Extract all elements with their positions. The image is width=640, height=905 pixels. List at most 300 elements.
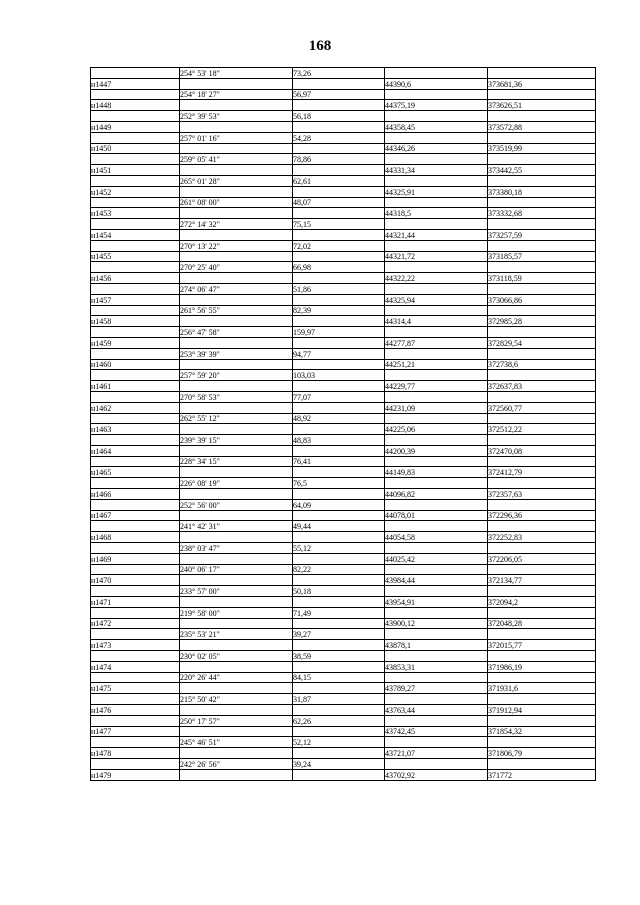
coordinate-x-cell: 44200,39 xyxy=(385,445,488,456)
coordinate-x-cell xyxy=(385,759,488,770)
segment-length-cell xyxy=(293,316,385,327)
segment-length-cell: 52,12 xyxy=(293,737,385,748)
coordinate-y-cell: 372412,79 xyxy=(488,467,596,478)
table-row xyxy=(91,273,596,284)
coordinate-x-cell xyxy=(385,586,488,597)
direction-angle-cell xyxy=(180,705,293,716)
point-name-cell: н1453 xyxy=(91,208,180,219)
direction-angle-cell xyxy=(180,143,293,154)
segment-length-cell: 56,18 xyxy=(293,111,385,122)
point-name-cell: н1447 xyxy=(91,78,180,89)
point-name-cell: н1477 xyxy=(91,726,180,737)
table-row xyxy=(91,402,596,413)
table-row xyxy=(91,381,596,392)
point-name-cell: н1479 xyxy=(91,769,180,780)
table-row xyxy=(91,456,596,467)
table-row xyxy=(91,197,596,208)
coordinate-y-cell xyxy=(488,759,596,770)
coordinate-x-cell: 44321,44 xyxy=(385,229,488,240)
segment-length-cell: 66,98 xyxy=(293,262,385,273)
direction-angle-cell: 233° 57' 00" xyxy=(180,586,293,597)
table-row xyxy=(91,694,596,705)
point-name-cell: н1476 xyxy=(91,705,180,716)
segment-length-cell: 159,97 xyxy=(293,327,385,338)
coordinate-y-cell: 371986,19 xyxy=(488,661,596,672)
segment-length-cell xyxy=(293,748,385,759)
table-row xyxy=(91,651,596,662)
coordinate-x-cell xyxy=(385,197,488,208)
coordinate-x-cell xyxy=(385,694,488,705)
point-name-cell xyxy=(91,175,180,186)
coordinate-y-cell xyxy=(488,154,596,165)
coordinate-y-cell: 372015,77 xyxy=(488,640,596,651)
segment-length-cell: 71,49 xyxy=(293,607,385,618)
segment-length-cell: 39,27 xyxy=(293,629,385,640)
table-row xyxy=(91,143,596,154)
coordinate-x-cell: 44225,06 xyxy=(385,424,488,435)
coordinate-x-cell xyxy=(385,499,488,510)
coordinate-y-cell xyxy=(488,327,596,338)
segment-length-cell: 78,86 xyxy=(293,154,385,165)
coordinate-x-cell xyxy=(385,132,488,143)
direction-angle-cell: 270° 25' 40" xyxy=(180,262,293,273)
point-name-cell: н1466 xyxy=(91,489,180,500)
table-row xyxy=(91,769,596,780)
point-name-cell xyxy=(91,521,180,532)
point-name-cell: н1451 xyxy=(91,165,180,176)
point-name-cell xyxy=(91,89,180,100)
coordinate-y-cell xyxy=(488,111,596,122)
coordinate-x-cell: 44229,77 xyxy=(385,381,488,392)
coordinate-x-cell: 43763,44 xyxy=(385,705,488,716)
segment-length-cell xyxy=(293,640,385,651)
coordinate-y-cell xyxy=(488,219,596,230)
direction-angle-cell xyxy=(180,683,293,694)
point-name-cell xyxy=(91,435,180,446)
table-row xyxy=(91,337,596,348)
coordinate-y-cell: 372296,36 xyxy=(488,510,596,521)
table-row xyxy=(91,597,596,608)
coordinate-x-cell: 44358,45 xyxy=(385,121,488,132)
coordinate-y-cell xyxy=(488,413,596,424)
direction-angle-cell xyxy=(180,402,293,413)
coordinate-x-cell xyxy=(385,68,488,79)
coordinate-x-cell: 44346,26 xyxy=(385,143,488,154)
point-name-cell xyxy=(91,197,180,208)
coordinate-y-cell xyxy=(488,543,596,554)
coordinate-y-cell xyxy=(488,499,596,510)
point-name-cell xyxy=(91,651,180,662)
table-row xyxy=(91,316,596,327)
segment-length-cell xyxy=(293,100,385,111)
table-row xyxy=(91,359,596,370)
direction-angle-cell xyxy=(180,294,293,305)
point-name-cell xyxy=(91,715,180,726)
point-name-cell xyxy=(91,564,180,575)
direction-angle-cell: 242° 26' 56" xyxy=(180,759,293,770)
point-name-cell: н1475 xyxy=(91,683,180,694)
segment-length-cell xyxy=(293,683,385,694)
direction-angle-cell xyxy=(180,597,293,608)
table-row xyxy=(91,575,596,586)
coordinate-x-cell xyxy=(385,543,488,554)
coordinate-y-cell xyxy=(488,68,596,79)
coordinate-x-cell: 43900,12 xyxy=(385,618,488,629)
coordinate-x-cell xyxy=(385,327,488,338)
coordinate-x-cell xyxy=(385,240,488,251)
coordinate-x-cell xyxy=(385,435,488,446)
table-row xyxy=(91,586,596,597)
table-row xyxy=(91,327,596,338)
coordinate-y-cell xyxy=(488,607,596,618)
segment-length-cell: 77,07 xyxy=(293,391,385,402)
point-name-cell xyxy=(91,348,180,359)
point-name-cell xyxy=(91,672,180,683)
point-name-cell xyxy=(91,240,180,251)
direction-angle-cell: 240° 06' 17" xyxy=(180,564,293,575)
direction-angle-cell: 245° 46' 51" xyxy=(180,737,293,748)
coordinate-y-cell: 372134,77 xyxy=(488,575,596,586)
coordinate-y-cell: 373118,59 xyxy=(488,273,596,284)
point-name-cell: н1462 xyxy=(91,402,180,413)
table-row xyxy=(91,532,596,543)
segment-length-cell: 103,03 xyxy=(293,370,385,381)
direction-angle-cell: 250° 17' 57" xyxy=(180,715,293,726)
coordinate-y-cell xyxy=(488,629,596,640)
coordinate-x-cell: 44231,09 xyxy=(385,402,488,413)
coordinate-y-cell xyxy=(488,521,596,532)
coordinate-x-cell: 43789,27 xyxy=(385,683,488,694)
direction-angle-cell xyxy=(180,726,293,737)
point-name-cell xyxy=(91,262,180,273)
coordinate-y-cell: 372985,28 xyxy=(488,316,596,327)
segment-length-cell: 38,59 xyxy=(293,651,385,662)
coordinate-y-cell xyxy=(488,737,596,748)
coordinate-x-cell: 44325,91 xyxy=(385,186,488,197)
segment-length-cell xyxy=(293,402,385,413)
direction-angle-cell xyxy=(180,251,293,262)
coordinate-y-cell xyxy=(488,694,596,705)
point-name-cell: н1460 xyxy=(91,359,180,370)
coordinate-y-cell: 373519,99 xyxy=(488,143,596,154)
coordinate-y-cell xyxy=(488,564,596,575)
table-row xyxy=(91,564,596,575)
coordinate-x-cell xyxy=(385,651,488,662)
table-row xyxy=(91,100,596,111)
point-name-cell: н1468 xyxy=(91,532,180,543)
point-name-cell: н1463 xyxy=(91,424,180,435)
coordinate-x-cell xyxy=(385,413,488,424)
segment-length-cell: 48,07 xyxy=(293,197,385,208)
direction-angle-cell xyxy=(180,748,293,759)
coordinate-y-cell: 372738,6 xyxy=(488,359,596,370)
table-row xyxy=(91,715,596,726)
coordinate-x-cell: 44331,34 xyxy=(385,165,488,176)
table-row xyxy=(91,89,596,100)
direction-angle-cell xyxy=(180,273,293,284)
table-row xyxy=(91,726,596,737)
coordinate-x-cell xyxy=(385,629,488,640)
table-row xyxy=(91,618,596,629)
table-row xyxy=(91,489,596,500)
table-row xyxy=(91,607,596,618)
segment-length-cell xyxy=(293,273,385,284)
direction-angle-cell: 272° 14' 32" xyxy=(180,219,293,230)
segment-length-cell: 84,15 xyxy=(293,672,385,683)
direction-angle-cell xyxy=(180,121,293,132)
table-row xyxy=(91,186,596,197)
segment-length-cell xyxy=(293,143,385,154)
coordinate-y-cell: 373185,57 xyxy=(488,251,596,262)
coordinate-y-cell xyxy=(488,478,596,489)
page-number: 168 xyxy=(308,38,332,54)
direction-angle-cell: 259° 05' 41" xyxy=(180,154,293,165)
segment-length-cell xyxy=(293,229,385,240)
coordinate-x-cell xyxy=(385,175,488,186)
segment-length-cell: 94,77 xyxy=(293,348,385,359)
direction-angle-cell: 261° 08' 00" xyxy=(180,197,293,208)
coordinate-y-cell xyxy=(488,305,596,316)
table-row xyxy=(91,413,596,424)
coordinate-x-cell: 43954,91 xyxy=(385,597,488,608)
point-name-cell: н1467 xyxy=(91,510,180,521)
point-name-cell xyxy=(91,154,180,165)
point-name-cell xyxy=(91,305,180,316)
segment-length-cell xyxy=(293,251,385,262)
direction-angle-cell xyxy=(180,337,293,348)
table-row xyxy=(91,132,596,143)
coordinate-x-cell xyxy=(385,305,488,316)
table-row xyxy=(91,478,596,489)
table-row xyxy=(91,467,596,478)
segment-length-cell xyxy=(293,445,385,456)
coordinate-x-cell: 43853,31 xyxy=(385,661,488,672)
coordinate-y-cell xyxy=(488,456,596,467)
coordinates-table xyxy=(90,67,596,781)
segment-length-cell xyxy=(293,532,385,543)
coordinate-x-cell xyxy=(385,715,488,726)
segment-length-cell xyxy=(293,78,385,89)
direction-angle-cell xyxy=(180,769,293,780)
point-name-cell: н1473 xyxy=(91,640,180,651)
coordinate-y-cell xyxy=(488,391,596,402)
direction-angle-cell xyxy=(180,553,293,564)
segment-length-cell: 62,26 xyxy=(293,715,385,726)
direction-angle-cell: 270° 58' 53" xyxy=(180,391,293,402)
segment-length-cell xyxy=(293,424,385,435)
segment-length-cell xyxy=(293,359,385,370)
direction-angle-cell: 254° 53' 18" xyxy=(180,68,293,79)
direction-angle-cell: 226° 08' 19" xyxy=(180,478,293,489)
coordinate-y-cell: 372094,2 xyxy=(488,597,596,608)
coordinate-y-cell: 373332,68 xyxy=(488,208,596,219)
table-row xyxy=(91,510,596,521)
table-row xyxy=(91,154,596,165)
coordinate-y-cell: 373626,51 xyxy=(488,100,596,111)
coordinate-x-cell: 44025,42 xyxy=(385,553,488,564)
direction-angle-cell: 219° 58' 00" xyxy=(180,607,293,618)
direction-angle-cell xyxy=(180,229,293,240)
direction-angle-cell xyxy=(180,575,293,586)
coordinate-y-cell: 373681,36 xyxy=(488,78,596,89)
coordinate-y-cell xyxy=(488,132,596,143)
point-name-cell xyxy=(91,132,180,143)
coordinate-x-cell: 44390,6 xyxy=(385,78,488,89)
segment-length-cell xyxy=(293,381,385,392)
direction-angle-cell xyxy=(180,661,293,672)
coordinate-y-cell xyxy=(488,262,596,273)
table-row xyxy=(91,240,596,251)
coordinate-x-cell: 44314,4 xyxy=(385,316,488,327)
point-name-cell: н1457 xyxy=(91,294,180,305)
coordinate-y-cell: 371931,6 xyxy=(488,683,596,694)
direction-angle-cell xyxy=(180,165,293,176)
coordinate-y-cell: 373066,86 xyxy=(488,294,596,305)
direction-angle-cell: 220° 26' 44" xyxy=(180,672,293,683)
coordinate-y-cell xyxy=(488,197,596,208)
coordinate-y-cell: 373572,88 xyxy=(488,121,596,132)
direction-angle-cell xyxy=(180,100,293,111)
table-row xyxy=(91,683,596,694)
segment-length-cell: 49,44 xyxy=(293,521,385,532)
segment-length-cell xyxy=(293,597,385,608)
table-row xyxy=(91,208,596,219)
direction-angle-cell: 257° 59' 20" xyxy=(180,370,293,381)
coordinate-x-cell: 44149,83 xyxy=(385,467,488,478)
segment-length-cell: 82,39 xyxy=(293,305,385,316)
segment-length-cell: 31,87 xyxy=(293,694,385,705)
coordinate-x-cell xyxy=(385,370,488,381)
segment-length-cell: 48,83 xyxy=(293,435,385,446)
coordinate-y-cell xyxy=(488,370,596,381)
point-name-cell xyxy=(91,543,180,554)
table-row xyxy=(91,737,596,748)
coordinate-x-cell: 44322,22 xyxy=(385,273,488,284)
table-row xyxy=(91,445,596,456)
table-row xyxy=(91,165,596,176)
coordinate-x-cell: 44251,21 xyxy=(385,359,488,370)
point-name-cell xyxy=(91,68,180,79)
segment-length-cell xyxy=(293,121,385,132)
segment-length-cell xyxy=(293,208,385,219)
point-name-cell: н1454 xyxy=(91,229,180,240)
direction-angle-cell xyxy=(180,489,293,500)
coordinate-x-cell xyxy=(385,89,488,100)
coordinate-x-cell: 44318,5 xyxy=(385,208,488,219)
point-name-cell: н1450 xyxy=(91,143,180,154)
segment-length-cell xyxy=(293,510,385,521)
table-row xyxy=(91,121,596,132)
coordinate-x-cell: 44096,82 xyxy=(385,489,488,500)
table-row xyxy=(91,499,596,510)
coordinate-y-cell: 371854,32 xyxy=(488,726,596,737)
point-name-cell: н1452 xyxy=(91,186,180,197)
point-name-cell xyxy=(91,219,180,230)
point-name-cell: н1478 xyxy=(91,748,180,759)
coordinate-y-cell: 372560,77 xyxy=(488,402,596,413)
coordinate-x-cell xyxy=(385,672,488,683)
table-row xyxy=(91,262,596,273)
coordinates-table-body xyxy=(91,68,596,781)
coordinate-x-cell xyxy=(385,521,488,532)
segment-length-cell: 72,02 xyxy=(293,240,385,251)
table-row xyxy=(91,111,596,122)
segment-length-cell: 39,24 xyxy=(293,759,385,770)
segment-length-cell: 76,41 xyxy=(293,456,385,467)
coordinate-y-cell: 373257,59 xyxy=(488,229,596,240)
coordinate-y-cell: 372252,83 xyxy=(488,532,596,543)
segment-length-cell xyxy=(293,661,385,672)
point-name-cell: н1455 xyxy=(91,251,180,262)
coordinate-x-cell xyxy=(385,607,488,618)
point-name-cell xyxy=(91,737,180,748)
direction-angle-cell: 261° 56' 55" xyxy=(180,305,293,316)
point-name-cell xyxy=(91,413,180,424)
table-row xyxy=(91,370,596,381)
table-row xyxy=(91,305,596,316)
coordinate-y-cell xyxy=(488,240,596,251)
coordinate-x-cell xyxy=(385,283,488,294)
point-name-cell xyxy=(91,629,180,640)
point-name-cell: н1469 xyxy=(91,553,180,564)
table-row xyxy=(91,661,596,672)
segment-length-cell xyxy=(293,726,385,737)
direction-angle-cell: 241° 42' 31" xyxy=(180,521,293,532)
coordinate-x-cell: 43721,07 xyxy=(385,748,488,759)
direction-angle-cell: 270° 13' 22" xyxy=(180,240,293,251)
table-row xyxy=(91,68,596,79)
table-row xyxy=(91,229,596,240)
coordinate-y-cell: 372470,08 xyxy=(488,445,596,456)
coordinate-y-cell xyxy=(488,586,596,597)
direction-angle-cell: 215° 50' 42" xyxy=(180,694,293,705)
segment-length-cell xyxy=(293,705,385,716)
table-row xyxy=(91,705,596,716)
segment-length-cell: 55,12 xyxy=(293,543,385,554)
table-row xyxy=(91,251,596,262)
coordinate-x-cell: 43984,44 xyxy=(385,575,488,586)
coordinate-x-cell xyxy=(385,111,488,122)
segment-length-cell xyxy=(293,294,385,305)
direction-angle-cell xyxy=(180,381,293,392)
point-name-cell: н1470 xyxy=(91,575,180,586)
coordinate-y-cell xyxy=(488,435,596,446)
table-row xyxy=(91,435,596,446)
coordinate-y-cell xyxy=(488,715,596,726)
coordinate-y-cell xyxy=(488,348,596,359)
segment-length-cell xyxy=(293,186,385,197)
point-name-cell xyxy=(91,370,180,381)
segment-length-cell xyxy=(293,489,385,500)
point-name-cell: н1448 xyxy=(91,100,180,111)
coordinate-y-cell: 372829,54 xyxy=(488,337,596,348)
table-row xyxy=(91,424,596,435)
point-name-cell: н1449 xyxy=(91,121,180,132)
segment-length-cell: 54,28 xyxy=(293,132,385,143)
coordinate-x-cell xyxy=(385,154,488,165)
coordinate-y-cell: 371912,94 xyxy=(488,705,596,716)
point-name-cell xyxy=(91,586,180,597)
coordinate-x-cell: 44325,94 xyxy=(385,294,488,305)
point-name-cell: н1461 xyxy=(91,381,180,392)
segment-length-cell xyxy=(293,575,385,586)
table-row xyxy=(91,543,596,554)
table-row xyxy=(91,553,596,564)
table-row xyxy=(91,219,596,230)
segment-length-cell: 48,92 xyxy=(293,413,385,424)
direction-angle-cell xyxy=(180,208,293,219)
direction-angle-cell xyxy=(180,640,293,651)
